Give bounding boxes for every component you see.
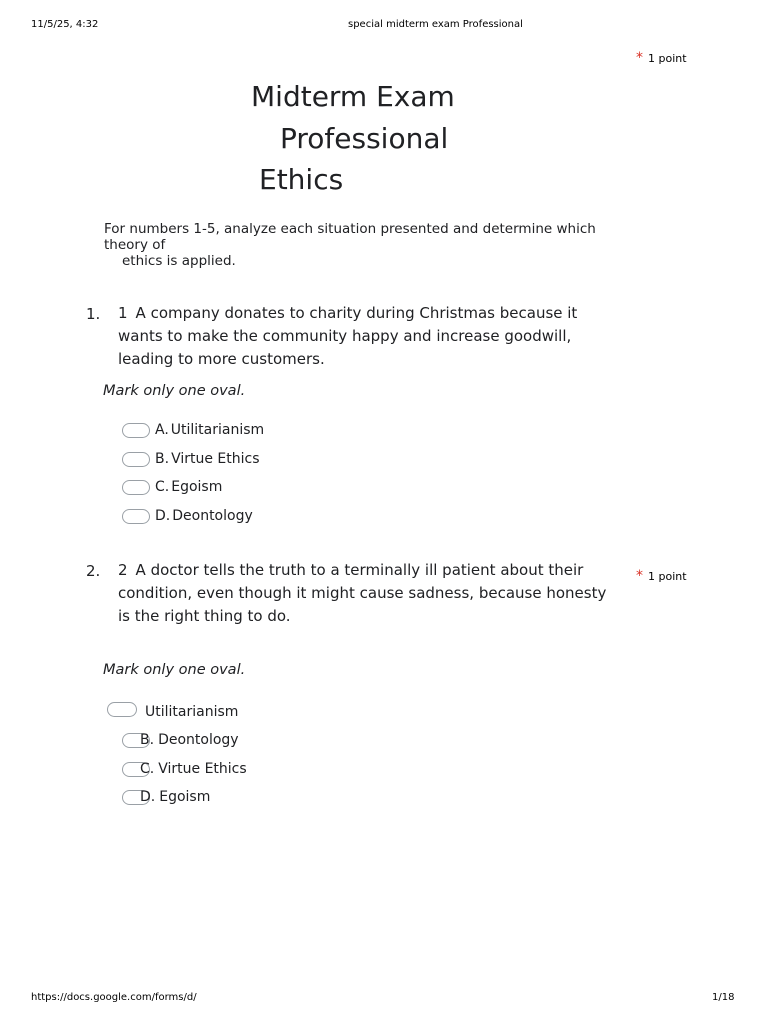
option-d-q1[interactable] bbox=[122, 508, 253, 524]
option-letter: C. bbox=[140, 761, 155, 777]
option-text: Deontology bbox=[158, 732, 239, 748]
radio-oval[interactable] bbox=[122, 452, 150, 467]
question-text-line: A doctor tells the truth to a terminally ill patient about their bbox=[135, 561, 584, 579]
form-title-line-2: Professional bbox=[280, 122, 449, 155]
option-text: Utilitarianism bbox=[170, 422, 265, 438]
option-d-q2[interactable] bbox=[122, 789, 210, 805]
question-text-line: A company donates to charity during Christmas because it bbox=[135, 304, 578, 322]
option-b-q2[interactable] bbox=[122, 732, 239, 748]
radio-oval[interactable] bbox=[122, 423, 150, 438]
option-text: Utilitarianism bbox=[145, 704, 239, 720]
option-text: Egoism bbox=[159, 789, 211, 805]
print-datetime: 11/5/25, 4:32 bbox=[31, 19, 99, 30]
option-letter: C. bbox=[155, 479, 170, 495]
instructions-line: ethics is applied. bbox=[122, 253, 236, 269]
option-c-q2[interactable] bbox=[122, 761, 247, 777]
question-text-2 bbox=[118, 559, 618, 628]
option-letter: A. bbox=[155, 422, 169, 438]
option-letter: B. bbox=[140, 732, 155, 748]
radio-oval[interactable] bbox=[107, 702, 137, 717]
option-text: Virtue Ethics bbox=[158, 761, 247, 777]
question-text-line: condition, even though it might cause sadness, because honesty bbox=[118, 584, 607, 602]
form-instructions bbox=[104, 221, 596, 269]
instructions-line: For numbers 1-5, analyze each situation presented and determine which bbox=[104, 221, 596, 237]
question-index: 2 bbox=[118, 561, 128, 579]
radio-oval[interactable] bbox=[122, 480, 150, 495]
points-text: 1 point bbox=[648, 52, 687, 65]
required-asterisk: * bbox=[636, 50, 643, 66]
print-doc-title: special midterm exam Professional bbox=[348, 19, 523, 30]
option-text: Virtue Ethics bbox=[171, 451, 260, 467]
option-text: Egoism bbox=[171, 479, 223, 495]
instructions-line: theory of bbox=[104, 237, 166, 253]
required-asterisk: * bbox=[636, 568, 643, 584]
question-index: 1 bbox=[118, 304, 128, 322]
question-text-line: is the right thing to do. bbox=[118, 607, 291, 625]
mark-only-one-label-q1: Mark only one oval. bbox=[103, 383, 246, 399]
question-number-2: 2. bbox=[86, 562, 101, 580]
points-badge-q1 bbox=[636, 50, 687, 66]
points-badge-q2 bbox=[636, 568, 687, 584]
question-text-1 bbox=[118, 302, 618, 371]
question-text-line: leading to more customers. bbox=[118, 350, 325, 368]
print-footer-page: 1/18 bbox=[712, 992, 735, 1003]
option-b-q1[interactable] bbox=[122, 451, 260, 467]
mark-only-one-label-q2: Mark only one oval. bbox=[103, 662, 246, 678]
option-c-q1[interactable] bbox=[122, 479, 222, 495]
option-letter: B. bbox=[155, 451, 170, 467]
option-letter: D. bbox=[155, 508, 171, 524]
form-title-line-3: Ethics bbox=[259, 163, 344, 196]
option-a-q2[interactable] bbox=[107, 701, 239, 720]
option-a-q1[interactable] bbox=[122, 422, 264, 438]
print-footer-url: https://docs.google.com/forms/d/ bbox=[31, 992, 197, 1003]
option-text: Deontology bbox=[172, 508, 253, 524]
question-number-1: 1. bbox=[86, 305, 101, 323]
question-text-line: wants to make the community happy and increase goodwill, bbox=[118, 327, 572, 345]
form-title-line-1: Midterm Exam bbox=[251, 80, 455, 113]
points-text: 1 point bbox=[648, 570, 687, 583]
option-letter: D. bbox=[140, 789, 156, 805]
radio-oval[interactable] bbox=[122, 509, 150, 524]
